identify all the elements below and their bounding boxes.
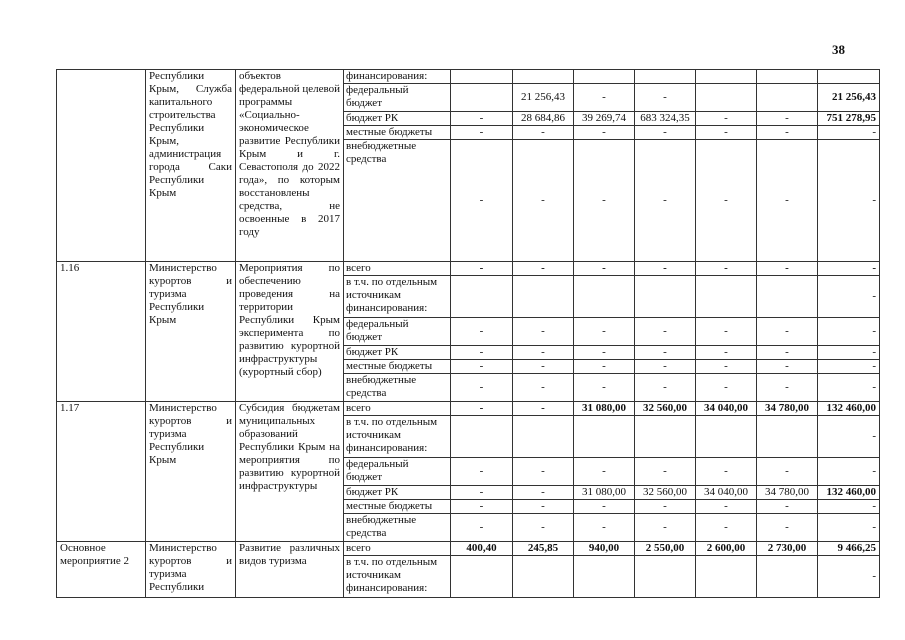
year-value-cell xyxy=(513,556,574,598)
year-value-cell: - xyxy=(757,318,818,346)
executor-cell: Республики Крым, Служба капитального строительства Республики Крым, администрация города Саки Республики Крым xyxy=(146,70,236,262)
total-value-cell: 132 460,00 xyxy=(818,402,880,416)
year-value-cell: - xyxy=(513,318,574,346)
year-value-cell: - xyxy=(635,126,696,140)
table-row xyxy=(57,402,880,416)
year-value-cell: - xyxy=(635,140,696,262)
total-value-cell: - xyxy=(818,318,880,346)
year-value-cell: - xyxy=(696,500,757,514)
year-value-cell: - xyxy=(451,318,513,346)
year-value-cell xyxy=(513,276,574,318)
year-value-cell: 39 269,74 xyxy=(574,112,635,126)
total-value-cell: - xyxy=(818,346,880,360)
year-value-cell: - xyxy=(757,112,818,126)
year-value-cell: - xyxy=(635,500,696,514)
table-row xyxy=(57,70,880,84)
year-value-cell: - xyxy=(696,126,757,140)
total-value-cell: - xyxy=(818,458,880,486)
year-value-cell: - xyxy=(451,458,513,486)
year-value-cell: - xyxy=(451,374,513,402)
year-value-cell: 32 560,00 xyxy=(635,402,696,416)
funding-source-cell: в т.ч. по отдельным источникам финансирования: xyxy=(344,556,451,598)
total-value-cell: - xyxy=(818,500,880,514)
funding-source-cell: внебюджетные средства xyxy=(344,140,451,262)
year-value-cell xyxy=(513,416,574,458)
year-value-cell: 34 780,00 xyxy=(757,486,818,500)
funding-source-cell: федеральный бюджет xyxy=(344,84,451,112)
total-value-cell xyxy=(818,70,880,84)
year-value-cell: - xyxy=(635,346,696,360)
total-value-cell: - xyxy=(818,276,880,318)
year-value-cell: - xyxy=(635,374,696,402)
year-value-cell: - xyxy=(757,262,818,276)
total-value-cell: - xyxy=(818,140,880,262)
year-value-cell: - xyxy=(513,126,574,140)
year-value-cell: - xyxy=(451,126,513,140)
year-value-cell: 400,40 xyxy=(451,542,513,556)
year-value-cell xyxy=(451,84,513,112)
year-value-cell: - xyxy=(696,262,757,276)
total-value-cell: 21 256,43 xyxy=(818,84,880,112)
year-value-cell: - xyxy=(451,360,513,374)
measure-cell: Субсидия бюджетам муниципальных образований Республики Крым на мероприятия по развитию курортной инфраструктуры xyxy=(236,402,344,542)
year-value-cell xyxy=(757,276,818,318)
year-value-cell: - xyxy=(635,458,696,486)
item-number-cell: 1.17 xyxy=(57,402,146,542)
year-value-cell xyxy=(696,84,757,112)
year-value-cell xyxy=(757,556,818,598)
year-value-cell: - xyxy=(513,140,574,262)
year-value-cell: 2 730,00 xyxy=(757,542,818,556)
year-value-cell: - xyxy=(451,486,513,500)
year-value-cell xyxy=(696,70,757,84)
year-value-cell: 2 550,00 xyxy=(635,542,696,556)
year-value-cell: - xyxy=(696,346,757,360)
year-value-cell: - xyxy=(513,514,574,542)
year-value-cell: - xyxy=(574,84,635,112)
year-value-cell xyxy=(574,556,635,598)
year-value-cell xyxy=(696,416,757,458)
year-value-cell: 34 040,00 xyxy=(696,486,757,500)
year-value-cell xyxy=(635,276,696,318)
year-value-cell: - xyxy=(574,458,635,486)
year-value-cell: - xyxy=(574,346,635,360)
measure-cell: Мероприятия по обеспечению проведения на территории Республики Крым эксперимента по развитию курортной инфраструктуры (курортный сбор) xyxy=(236,262,344,402)
year-value-cell xyxy=(635,70,696,84)
year-value-cell: - xyxy=(574,140,635,262)
funding-source-cell: федеральный бюджет xyxy=(344,458,451,486)
year-value-cell: - xyxy=(574,262,635,276)
year-value-cell: - xyxy=(757,458,818,486)
year-value-cell: - xyxy=(757,360,818,374)
year-value-cell: - xyxy=(635,360,696,374)
funding-source-cell: бюджет РК xyxy=(344,346,451,360)
page-number: 38 xyxy=(832,42,845,57)
year-value-cell: - xyxy=(513,346,574,360)
year-value-cell: - xyxy=(757,514,818,542)
year-value-cell: - xyxy=(574,500,635,514)
year-value-cell: - xyxy=(513,402,574,416)
year-value-cell: - xyxy=(451,140,513,262)
funding-source-cell: в т.ч. по отдельным источникам финансирования: xyxy=(344,416,451,458)
year-value-cell: 28 684,86 xyxy=(513,112,574,126)
year-value-cell: - xyxy=(574,360,635,374)
year-value-cell: 683 324,35 xyxy=(635,112,696,126)
year-value-cell: - xyxy=(696,318,757,346)
item-number-cell: Основное мероприятие 2 xyxy=(57,542,146,598)
year-value-cell: - xyxy=(513,374,574,402)
year-value-cell: - xyxy=(574,126,635,140)
year-value-cell: - xyxy=(451,402,513,416)
year-value-cell: 32 560,00 xyxy=(635,486,696,500)
funding-source-cell: в т.ч. по отдельным источникам финансирования: xyxy=(344,276,451,318)
year-value-cell: 34 040,00 xyxy=(696,402,757,416)
year-value-cell: - xyxy=(696,112,757,126)
year-value-cell: - xyxy=(757,126,818,140)
year-value-cell: - xyxy=(451,346,513,360)
year-value-cell: - xyxy=(757,500,818,514)
funding-source-cell: бюджет РК xyxy=(344,486,451,500)
funding-source-cell: финансирования: xyxy=(344,70,451,84)
funding-source-cell: всего xyxy=(344,402,451,416)
year-value-cell xyxy=(757,416,818,458)
year-value-cell: - xyxy=(451,112,513,126)
year-value-cell xyxy=(757,70,818,84)
year-value-cell: - xyxy=(451,262,513,276)
year-value-cell: - xyxy=(757,140,818,262)
year-value-cell: - xyxy=(513,262,574,276)
year-value-cell: - xyxy=(696,514,757,542)
year-value-cell: 21 256,43 xyxy=(513,84,574,112)
year-value-cell: 940,00 xyxy=(574,542,635,556)
year-value-cell: 2 600,00 xyxy=(696,542,757,556)
total-value-cell: - xyxy=(818,514,880,542)
funding-source-cell: внебюджетные средства xyxy=(344,374,451,402)
total-value-cell: 132 460,00 xyxy=(818,486,880,500)
year-value-cell: - xyxy=(513,360,574,374)
year-value-cell: - xyxy=(574,514,635,542)
year-value-cell: - xyxy=(574,374,635,402)
year-value-cell xyxy=(696,556,757,598)
year-value-cell: - xyxy=(574,318,635,346)
year-value-cell: - xyxy=(513,458,574,486)
year-value-cell xyxy=(451,276,513,318)
item-number-cell xyxy=(57,70,146,262)
year-value-cell: 31 080,00 xyxy=(574,486,635,500)
year-value-cell: - xyxy=(513,500,574,514)
funding-source-cell: всего xyxy=(344,542,451,556)
year-value-cell: 34 780,00 xyxy=(757,402,818,416)
year-value-cell: - xyxy=(696,374,757,402)
total-value-cell: - xyxy=(818,360,880,374)
year-value-cell xyxy=(574,276,635,318)
funding-source-cell: местные бюджеты xyxy=(344,126,451,140)
year-value-cell xyxy=(451,556,513,598)
total-value-cell: - xyxy=(818,126,880,140)
funding-source-cell: внебюджетные средства xyxy=(344,514,451,542)
table-row xyxy=(57,542,880,556)
year-value-cell xyxy=(696,276,757,318)
executor-cell: Министерство курортов и туризма Республики Крым xyxy=(146,402,236,542)
year-value-cell xyxy=(635,556,696,598)
measure-cell: Развитие различных видов туризма xyxy=(236,542,344,598)
funding-source-cell: бюджет РК xyxy=(344,112,451,126)
item-number-cell: 1.16 xyxy=(57,262,146,402)
year-value-cell: - xyxy=(635,262,696,276)
measure-cell: объектов федеральной целевой программы «Социально-экономическое развитие Республики Крым и г. Севастополя до 2022 года», по которым восстановлены средства, не освоенные в 2017 году xyxy=(236,70,344,262)
year-value-cell xyxy=(451,416,513,458)
total-value-cell: - xyxy=(818,556,880,598)
year-value-cell: - xyxy=(635,84,696,112)
year-value-cell xyxy=(513,70,574,84)
year-value-cell: - xyxy=(696,360,757,374)
budget-table xyxy=(56,69,880,598)
year-value-cell xyxy=(635,416,696,458)
year-value-cell xyxy=(574,70,635,84)
year-value-cell: - xyxy=(635,318,696,346)
total-value-cell: 9 466,25 xyxy=(818,542,880,556)
funding-source-cell: всего xyxy=(344,262,451,276)
year-value-cell: - xyxy=(635,514,696,542)
year-value-cell: - xyxy=(451,500,513,514)
year-value-cell: - xyxy=(696,140,757,262)
funding-source-cell: местные бюджеты xyxy=(344,360,451,374)
year-value-cell: - xyxy=(513,486,574,500)
year-value-cell: - xyxy=(757,374,818,402)
year-value-cell xyxy=(757,84,818,112)
year-value-cell: - xyxy=(696,458,757,486)
year-value-cell xyxy=(574,416,635,458)
year-value-cell: - xyxy=(757,346,818,360)
executor-cell: Министерство курортов и туризма Республики xyxy=(146,542,236,598)
total-value-cell: 751 278,95 xyxy=(818,112,880,126)
table-row xyxy=(57,262,880,276)
total-value-cell: - xyxy=(818,416,880,458)
total-value-cell: - xyxy=(818,374,880,402)
year-value-cell: 31 080,00 xyxy=(574,402,635,416)
year-value-cell xyxy=(451,70,513,84)
total-value-cell: - xyxy=(818,262,880,276)
year-value-cell: - xyxy=(451,514,513,542)
funding-source-cell: федеральный бюджет xyxy=(344,318,451,346)
year-value-cell: 245,85 xyxy=(513,542,574,556)
funding-source-cell: местные бюджеты xyxy=(344,500,451,514)
executor-cell: Министерство курортов и туризма Республики Крым xyxy=(146,262,236,402)
